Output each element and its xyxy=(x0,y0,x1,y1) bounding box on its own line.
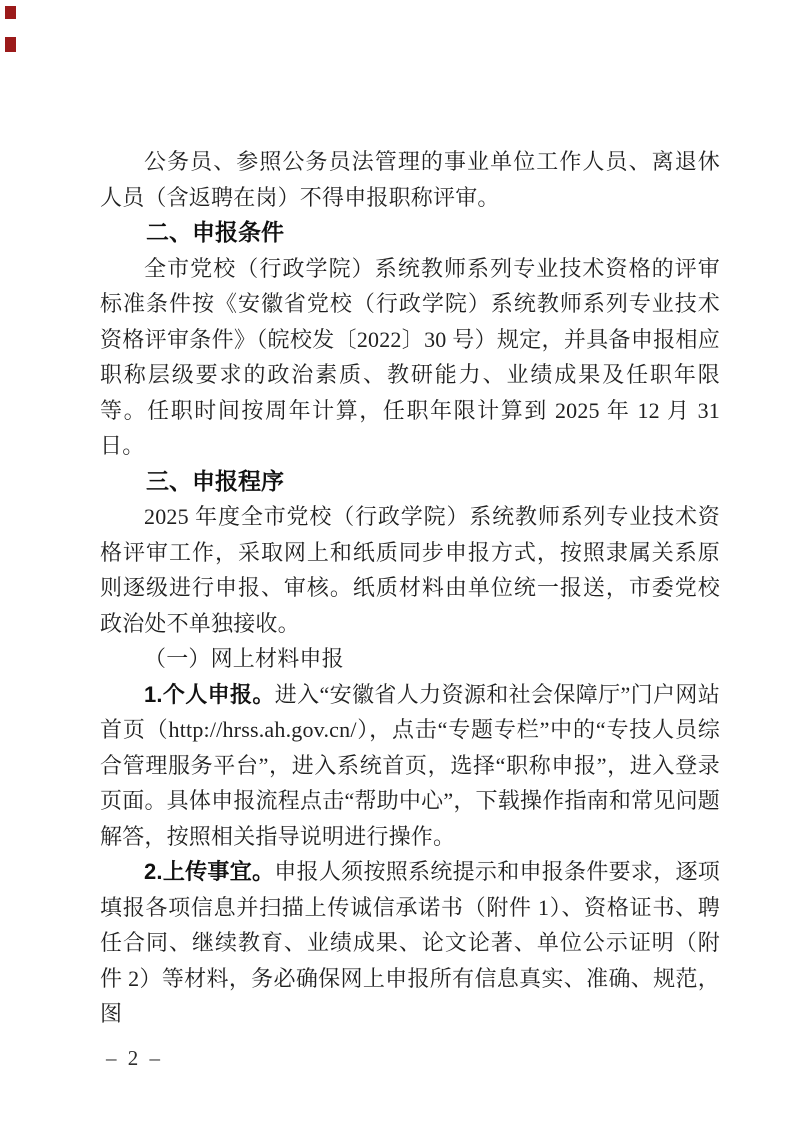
paragraph-procedure-overview: 2025 年度全市党校（行政学院）系统教师系列专业技术资格评审工作，采取网上和纸质同步申报方式，按照隶属关系原则逐级进行申报、审核。纸质材料由单位统一报送，市委党校政治处不单独接收。 xyxy=(100,504,720,636)
section-heading-application-procedure: 三、申报程序 xyxy=(146,467,284,494)
bold-lead-upload-matters: 2.上传事宜。 xyxy=(144,859,275,884)
page-number: – 2 – xyxy=(106,1046,160,1070)
paragraph-personal-declaration-text: 进入“安徽省人力资源和社会保障厅”门户网站首页（http://hrss.ah.gov.cn/），点击“专题专栏”中的“专技人员综合管理服务平台”，进入系统首页，选择“职称申报”，进入登录页面。具体申报流程点击“帮助中心”，下载操作指南和常见问题解答，按照相关指导说明进行操作。 xyxy=(100,681,721,849)
paragraph-conditions-detail: 全市党校（行政学院）系统教师系列专业技术资格的评审标准条件按《安徽省党校（行政学院）系统教师系列专业技术资格评审条件》（皖校发〔2022〕30 号）规定，并具备申报相应职称层级要求的政治素质、教研能力、业绩成果及任职年限等。任职时间按周年计算，任职年限计算到 2025 年 12 月 31 日。 xyxy=(100,255,720,458)
paragraph-exclusion-rule: 公务员、参照公务员法管理的事业单位工作人员、离退休人员（含返聘在岗）不得申报职称评审。 xyxy=(100,149,720,210)
paragraph-upload-matters-text: 申报人须按照系统提示和申报条件要求，逐项填报各项信息并扫描上传诚信承诺书（附件 1）、资格证书、聘任合同、继续教育、业绩成果、论文论著、单位公示证明（附件 2）等材料，务必确保网上申报所有信息真实、准确、规范，图 xyxy=(100,859,720,1026)
section-heading-application-conditions: 二、申报条件 xyxy=(146,219,284,245)
scan-artifact-red-mark-top xyxy=(5,6,16,19)
paragraph-upload-matters xyxy=(100,854,720,1032)
scan-artifact-red-mark-bottom xyxy=(5,37,16,52)
paragraph-personal-declaration xyxy=(100,677,720,855)
bold-lead-personal-declaration: 1.个人申报。 xyxy=(144,681,275,707)
document-body xyxy=(100,144,720,1032)
subsection-heading-online-materials: （一）网上材料申报 xyxy=(144,646,344,671)
